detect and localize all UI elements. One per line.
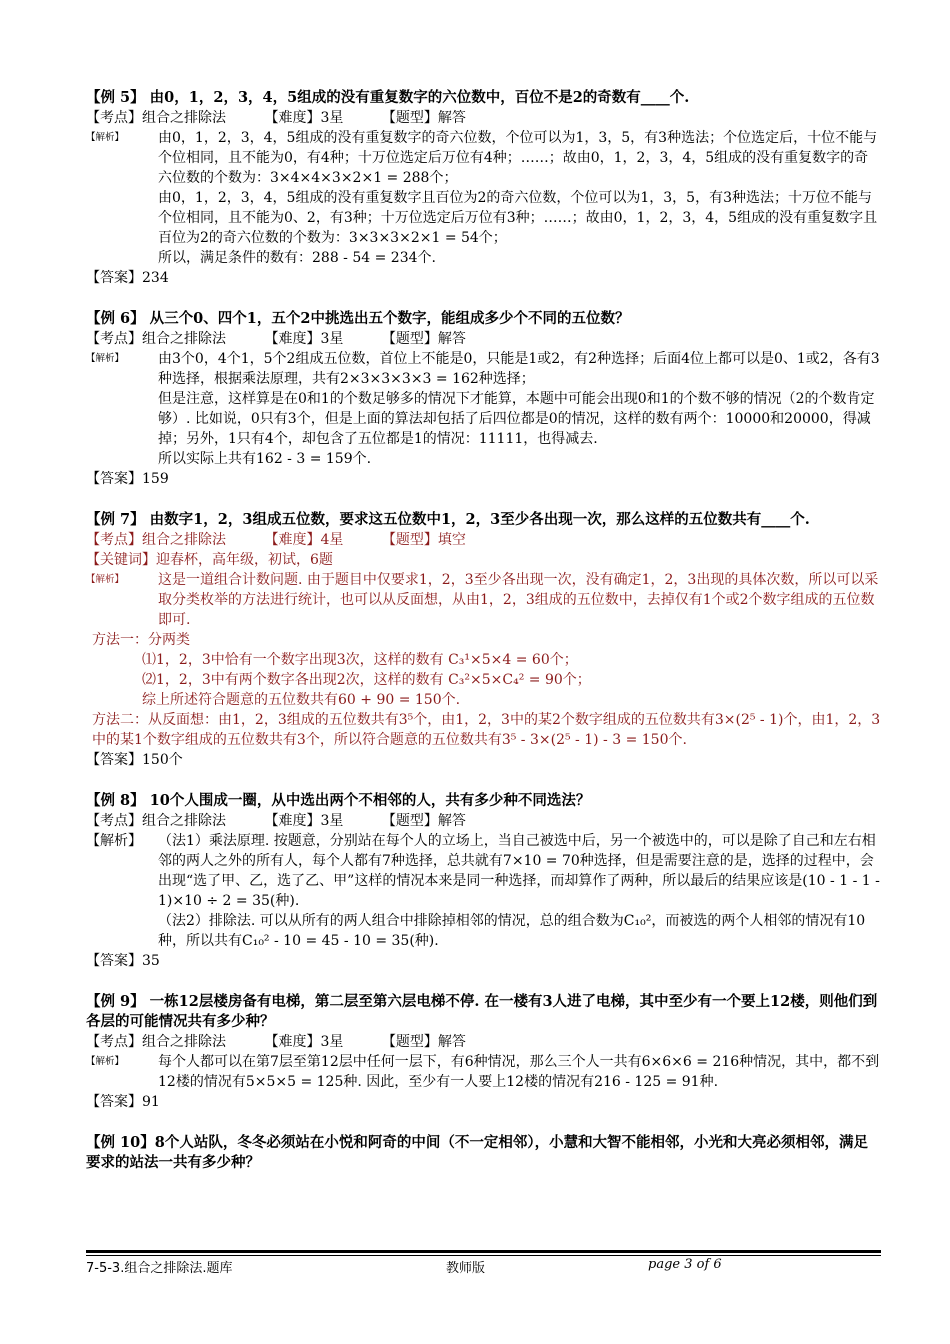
footer-rule-thin xyxy=(86,1255,881,1256)
example-title: 【例 10】8个人站队，冬冬必须站在小悦和阿奇的中间（不一定相邻），小慧和大智不能相邻，小光和大亮必须相邻，满足要求的站法一共有多少种？ xyxy=(86,1134,869,1171)
analysis xyxy=(86,128,881,268)
example-meta: 【考点】组合之排除法 【难度】4星 【题型】填空 xyxy=(86,532,466,548)
answer: 【答案】150个 xyxy=(86,752,183,768)
analysis-paragraph: 但是注意，这样算是在0和1的个数足够多的情况下才能算，本题中可能会出现0和1的个数不够的情况（2的个数肯定够）. 比如说，0只有3个，但是上面的算法却包括了后四位都是0的情况，这样的数有两个：10000和20000，得减掉；另外，1只有4个，却包含了五位都是1的情况：11111，也得减去. xyxy=(158,391,875,447)
document-body xyxy=(86,88,881,1194)
example-9 xyxy=(86,992,881,1112)
analysis-label: 【解析】 xyxy=(86,574,125,585)
footer-source: 7-5-3.组合之排除法.题库 xyxy=(86,1261,233,1276)
page-footer xyxy=(86,1257,881,1277)
method-1-title: 方法一：分两类 xyxy=(92,632,190,648)
analysis xyxy=(86,570,881,630)
example-title: 【例 7】 由数字1，2，3组成五位数，要求这五位数中1，2，3至少各出现一次，那么这样的五位数共有____个. xyxy=(86,511,810,528)
analysis-paragraph: 所以实际上共有162 - 3 = 159个. xyxy=(158,451,372,467)
method-2: 方法二：从反面想：由1，2，3组成的五位数共有3⁵个，由1，2，3中的某2个数字组成的五位数共有3×(2⁵ - 1)个，由1，2，3中的某1个数字组成的五位数共有3个，所以符合题意的五位数共有3⁵ - 3×(2⁵ - 1) - 3 = 150个. xyxy=(92,712,881,748)
analysis-paragraph: 由0，1，2，3，4，5组成的没有重复数字且百位为2的奇六位数，个位可以为1，3，5，有3种选法；十万位不能与个位相同，且不能为0、2，有3种；十万位选定后万位有3种；……；故由0，1，2，3，4，5组成的没有重复数字且百位为2的奇六位数的个数为：3×3×3×2×1 = 54个； xyxy=(158,190,878,246)
keywords: 【关键词】迎春杯，高年级，初试，6题 xyxy=(86,552,333,568)
example-meta: 【考点】组合之排除法 【难度】3星 【题型】解答 xyxy=(86,813,466,829)
example-meta: 【考点】组合之排除法 【难度】3星 【题型】解答 xyxy=(86,1034,466,1050)
example-7 xyxy=(86,510,881,770)
analysis xyxy=(86,349,881,469)
answer: 【答案】91 xyxy=(86,1094,160,1110)
footer-rule-thick xyxy=(86,1250,881,1253)
example-title: 【例 9】 一栋12层楼房备有电梯，第二层至第六层电梯不停. 在一楼有3人进了电梯，其中至少有一个要上12楼，则他们到各层的可能情况共有多少种？ xyxy=(86,993,878,1030)
example-6 xyxy=(86,309,881,489)
analysis xyxy=(86,831,881,911)
analysis-paragraph: 所以，满足条件的数有：288 - 54 = 234个. xyxy=(158,250,436,266)
answer: 【答案】159 xyxy=(86,471,169,487)
example-10 xyxy=(86,1133,881,1173)
example-8 xyxy=(86,791,881,971)
example-5 xyxy=(86,88,881,288)
example-title: 【例 8】 10个人围成一圈，从中选出两个不相邻的人，共有多少种不同选法？ xyxy=(86,792,591,809)
analysis-label: 【解析】 xyxy=(86,1056,125,1067)
example-meta: 【考点】组合之排除法 【难度】3星 【题型】解答 xyxy=(86,110,466,126)
analysis-label: 【解析】 xyxy=(86,353,125,364)
analysis-paragraph: 由0，1，2，3，4，5组成的没有重复数字的奇六位数，个位可以为1，3，5，有3种选法；个位选定后，十位不能与个位相同，且不能为0，有4种；十万位选定后万位有4种；……；故由0，1，2，3，4，5组成的没有重复数字的奇六位数的个数为：3×4×4×3×2×1 = 288个； xyxy=(158,130,878,186)
analysis-label: 【解析】 xyxy=(86,132,125,143)
analysis-paragraph: 每个人都可以在第7层至第12层中任何一层下，有6种情况，那么三个人一共有6×6×6 = 216种情况，其中，都不到12楼的情况有5×5×5 = 125种. 因此，至少有一人要上12楼的情况有216 - 125 = 91种. xyxy=(158,1054,880,1090)
answer: 【答案】234 xyxy=(86,270,169,286)
method-1-case-2: ⑵1，2，3中有两个数字各出现2次，这样的数有 C₃²×5×C₄² = 90个； xyxy=(142,672,591,688)
footer-edition: 教师版 xyxy=(446,1261,486,1276)
example-meta: 【考点】组合之排除法 【难度】3星 【题型】解答 xyxy=(86,331,466,347)
answer: 【答案】35 xyxy=(86,953,160,969)
footer-page-number: page 3 of 6 xyxy=(648,1257,722,1272)
analysis-label: 【解析】 xyxy=(86,833,142,849)
analysis-paragraph: （法1）乘法原理. 按题意，分别站在每个人的立场上，当自己被选中后，另一个被选中的，可以是除了自己和左右相邻的两人之外的所有人，每个人都有7种选择，总共就有7×10 = 70种选择，但是需要注意的是，选择的过程中，会出现“选了甲、乙，选了乙、甲”这样的情况本来是同一种选择，而却算作了两种，所以最后的结果应该是(10 - 1 - 1 - 1)×10 ÷ 2 = 35(种). xyxy=(158,833,880,909)
analysis-paragraph: （法2）排除法. 可以从所有的两人组合中排除掉相邻的情况，总的组合数为C₁₀²，而被选的两个人相邻的情况有10种，所以共有C₁₀² - 10 = 45 - 10 = 35(种). xyxy=(158,913,866,949)
analysis-paragraph: 这是一道组合计数问题. 由于题目中仅要求1，2，3至少各出现一次，没有确定1，2，3出现的具体次数，所以可以采取分类枚举的方法进行统计，也可以从反面想，从由1，2，3组成的五位数中，去掉仅有1个或2个数字组成的五位数即可. xyxy=(158,572,879,628)
method-1-case-1: ⑴1，2，3中恰有一个数字出现3次，这样的数有 C₃¹×5×4 = 60个； xyxy=(142,652,578,668)
example-title: 【例 5】 由0，1，2，3，4，5组成的没有重复数字的六位数中，百位不是2的奇数有____个. xyxy=(86,89,690,106)
method-1-summary: 综上所述符合题意的五位数共有60 + 90 = 150个. xyxy=(142,692,461,708)
analysis xyxy=(86,1052,881,1092)
example-title: 【例 6】 从三个0、四个1，五个2中挑选出五个数字，能组成多少个不同的五位数？ xyxy=(86,310,630,327)
analysis-paragraph: 由3个0，4个1，5个2组成五位数，首位上不能是0，只能是1或2，有2种选择；后面4位上都可以是0、1或2，各有3种选择，根据乘法原理，共有2×3×3×3×3 = 162种选择； xyxy=(158,351,880,387)
